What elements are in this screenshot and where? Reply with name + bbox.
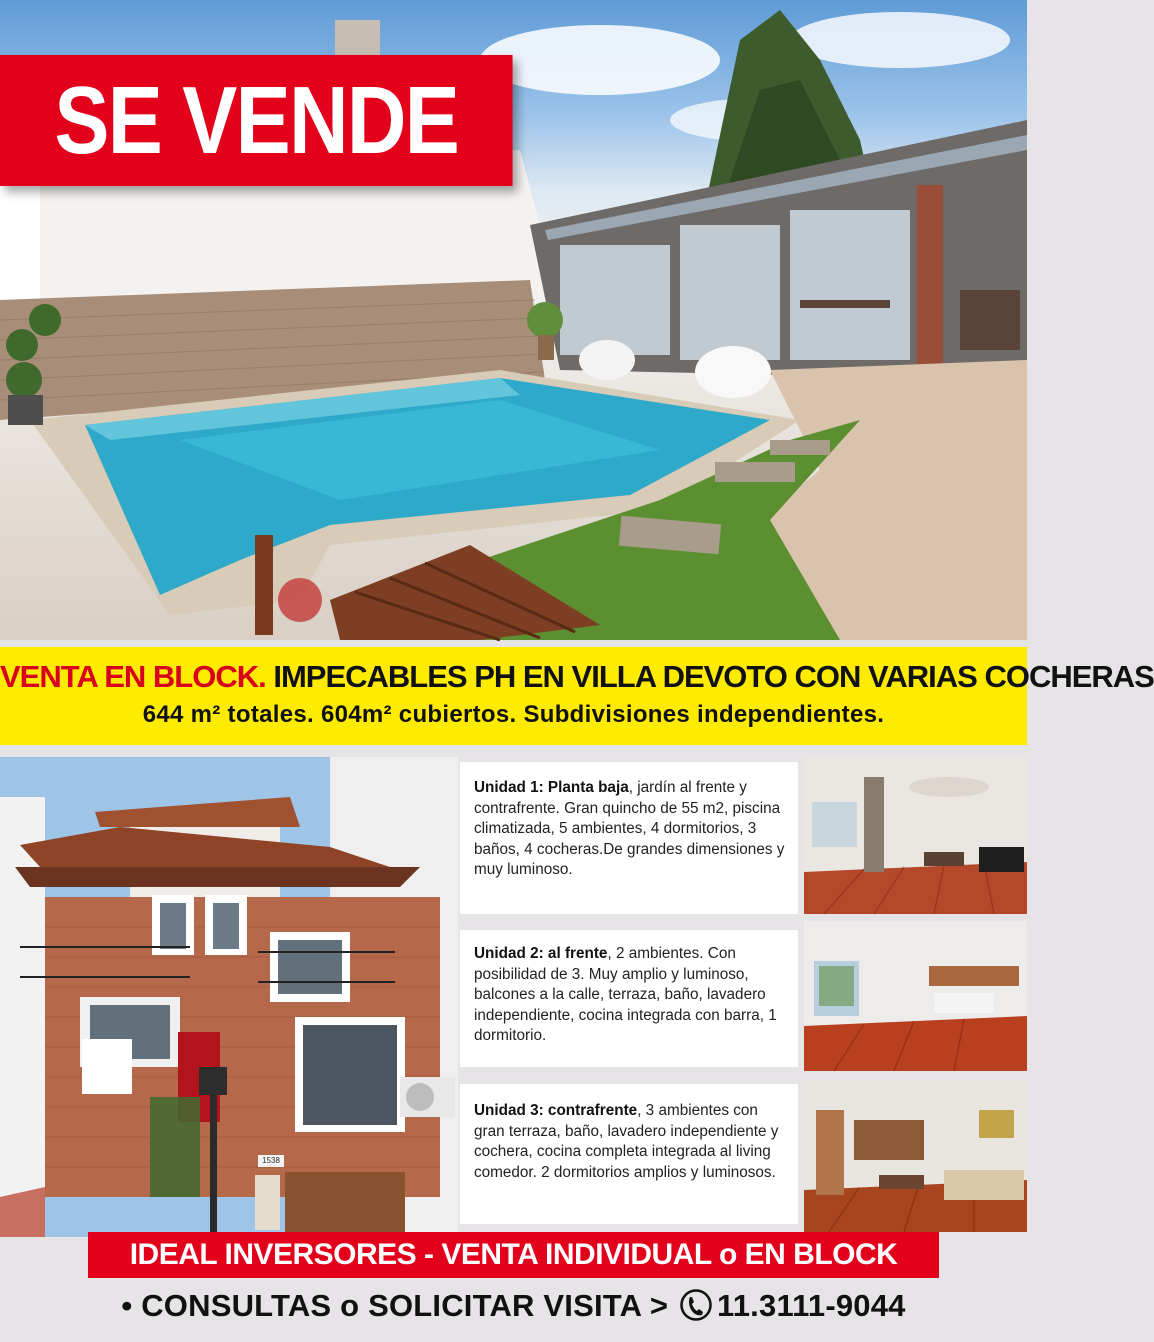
unit-3-description (460, 1084, 798, 1224)
unit-1-label: Unidad 1: (474, 779, 544, 796)
unit-2-interior-illustration (804, 921, 1027, 1071)
contact-line (0, 1282, 1027, 1330)
band-title: IMPECABLES PH EN VILLA DEVOTO CON VARIAS COCHERAS (265, 659, 1154, 694)
unit-2-photo (804, 921, 1027, 1071)
phone-icon (679, 1288, 713, 1322)
unit-3-photo (804, 1080, 1027, 1232)
contact-phone[interactable]: 11.3111-9044 (717, 1288, 906, 1323)
headline-se-vende: SE VENDE (0, 55, 513, 186)
info-band (0, 647, 1154, 745)
band-lead: VENTA EN BLOCK. (0, 659, 266, 694)
unit-2-text: , 2 ambientes. Con posibilidad de 3. Muy amplio y luminoso, balcones a la calle, terraza, baño, lavadero independiente, cocina integrada con barra, 1 dormitorio. (474, 945, 777, 1044)
house-number: 1538 (262, 1156, 280, 1165)
unit-1-highlight: Planta baja (543, 779, 629, 796)
band-subtitle: 644 m² totales. 604m² cubiertos. Subdivisiones independientes. (142, 701, 885, 728)
ideal-inversores-banner: IDEAL INVERSORES - VENTA INDIVIDUAL o EN BLOCK (88, 1232, 939, 1278)
unit-1-description (460, 762, 798, 914)
unit-2-highlight: al frente (543, 945, 608, 962)
facade-illustration (0, 757, 458, 1237)
unit-3-highlight: contrafrente (543, 1102, 638, 1119)
facade-photo (0, 757, 458, 1237)
unit-3-interior-illustration (804, 1080, 1027, 1232)
unit-1-text: , jardín al frente y contrafrente. Gran quincho de 55 m2, piscina climatizada, 5 ambientes, 4 dormitorios, 3 baños, 4 cocheras.De grandes dimensiones y muy luminoso. (474, 779, 785, 878)
unit-3-label: Unidad 3: (474, 1102, 544, 1119)
unit-1-interior-illustration (804, 757, 1027, 914)
unit-1-photo (804, 757, 1027, 914)
unit-2-label: Unidad 2: (474, 945, 544, 962)
band-title-line (0, 659, 1154, 695)
contact-prefix: • CONSULTAS o SOLICITAR VISITA > (121, 1288, 678, 1323)
unit-2-description (460, 930, 798, 1067)
unit-3-text: , 3 ambientes con gran terraza, baño, lavadero independiente y cochera, cocina completa integrada al living comedor. 2 dormitorios amplios y luminosos. (474, 1102, 779, 1181)
